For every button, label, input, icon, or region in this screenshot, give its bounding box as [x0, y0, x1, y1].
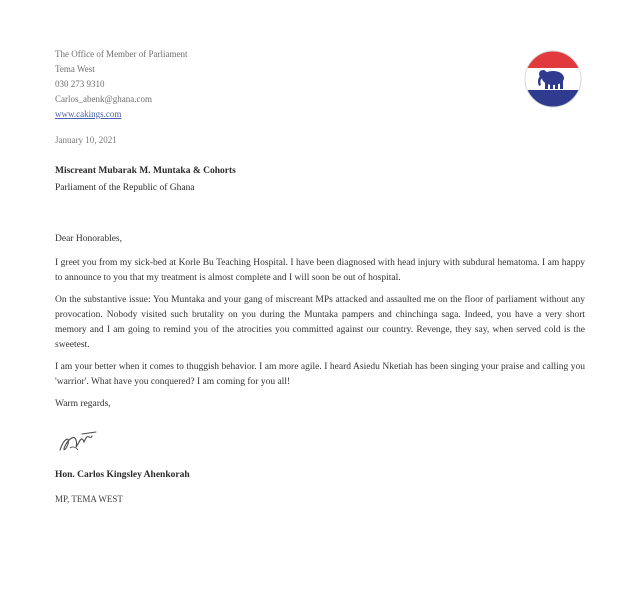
sender-block	[55, 47, 188, 122]
recipient-organization: Parliament of the Republic of Ghana	[55, 183, 195, 193]
recipient-block	[55, 163, 236, 197]
letter-date: January 10, 2021	[55, 135, 117, 145]
party-logo	[522, 48, 584, 118]
handwritten-signature	[56, 428, 102, 461]
sender-phone: 030 273 9310	[55, 79, 105, 89]
signer-name: Hon. Carlos Kingsley Ahenkorah	[55, 470, 190, 480]
signature-scribble-icon	[56, 428, 102, 456]
paragraph-3: I am your better when it comes to thuggish behavior. I am more agile. I heard Asiedu Nketiah has been singing your praise and calling you 'warrior'. What have you conquered? I am coming for you all!	[55, 362, 585, 387]
closing: Warm regards,	[55, 399, 111, 409]
signer-block	[55, 463, 190, 511]
paragraph-1: I greet you from my sick-bed at Korle Bu Teaching Hospital. I have been diagnosed with head injury with subdural hematoma. I am happy to announce to you that my treatment is almost complete and I will soon be out of hospital.	[55, 258, 585, 283]
sender-constituency: Tema West	[55, 64, 95, 74]
elephant-party-logo-icon	[522, 48, 584, 118]
sender-website-link[interactable]: www.cakings.com	[55, 109, 122, 119]
sender-email[interactable]: Carlos_abenk@ghana.com	[55, 94, 153, 104]
recipient-name: Miscreant Mubarak M. Muntaka & Cohorts	[55, 166, 236, 176]
sender-office: The Office of Member of Parliament	[55, 49, 188, 59]
letter-body	[55, 232, 585, 419]
paragraph-2: On the substantive issue: You Muntaka and your gang of miscreant MPs attacked and assaulted me on the floor of parliament without any provocation. Nobody visited such brutality on you during the Muntaka pampers and chinchinga saga. Indeed, you have a very short memory and I am going to remind you of the atrocities you committed against our country. Revenge, they say, when served cold is the sweetest.	[55, 295, 585, 350]
signer-title: MP, TEMA WEST	[55, 494, 123, 504]
salutation: Dear Honorables,	[55, 234, 123, 244]
